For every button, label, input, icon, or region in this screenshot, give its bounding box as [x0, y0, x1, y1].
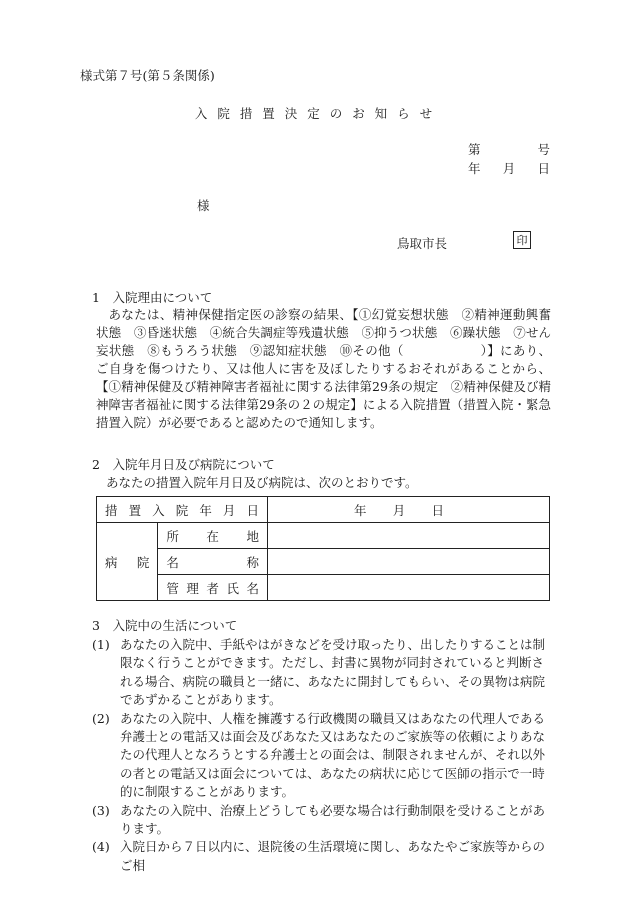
admission-date-label-cell — [97, 497, 268, 523]
item-text: 入院日から７日以内に、退院後の生活環境に関し、あなたやご家族等からのご相 — [120, 839, 546, 873]
hospital-manager-label: 管 理 者 氏 名 — [166, 580, 259, 596]
list-item — [92, 636, 552, 710]
issuer-name: 鳥取市長 — [397, 236, 448, 251]
table-date-day: 日 — [431, 502, 444, 518]
hospital-manager-value — [268, 575, 550, 601]
section2-heading: 2 入院年月日及び病院について — [92, 457, 275, 472]
hospital-address-label: 所 在 地 — [166, 528, 259, 544]
item-number: (3) — [92, 802, 110, 818]
table-date-year: 年 — [354, 502, 367, 518]
date-month-label: 月 — [502, 161, 516, 176]
section2-intro: あなたの措置入院年月日及び病院は、次のとおりです。 — [106, 475, 418, 490]
section3-heading: 3 入院中の生活について — [92, 618, 238, 633]
admission-info-table — [96, 496, 550, 601]
admission-date-value-cell — [268, 497, 550, 523]
section1-body — [96, 306, 551, 432]
hospital-name-label-cell — [158, 549, 268, 575]
hospital-name-value — [268, 549, 550, 575]
list-item — [92, 710, 552, 802]
document-number-line — [468, 140, 550, 158]
admission-date-label: 措 置 入 院 年 月 日 — [105, 502, 259, 518]
hospital-address-value — [268, 523, 550, 549]
list-item — [92, 802, 552, 839]
item-text: あなたの入院中、治療上どうしても必要な場合は行動制限を受けることがあります。 — [120, 802, 546, 837]
date-year-label: 年 — [468, 161, 481, 176]
hospital-label: 病 院 — [105, 554, 150, 570]
list-item — [92, 838, 552, 875]
issue-date-line — [468, 159, 550, 177]
item-number: (2) — [92, 710, 110, 726]
hospital-manager-label-cell — [158, 575, 268, 601]
seal-mark-icon — [513, 231, 531, 249]
document-title: 入 院 措 置 決 定 の お 知 ら せ — [194, 106, 436, 121]
section1-heading: 1 入院理由について — [92, 290, 213, 305]
date-day-label: 日 — [537, 161, 550, 176]
section1-paragraph: あなたは、精神保健指定医の診察の結果、【①幻覚妄想状態 ②精神運動興奮状態 ③昏迷状態 ④統合失調症等残遺状態 ⑤抑うつ状態 ⑥躁状態 ⑦せん妄状態 ⑧もうろう状態 ⑨認知症状態 ⑩その他（ ）】にあり、ご自身を傷つけたり、又は他人に害を及ぼしたりするおそれがあることから、【①精神保健及び精神障害者福祉に関する法律第29条の規定 ②精神保健及び精神障害者福祉に関する法律第29条の２の規定】による入院措置（措置入院・緊急措置入院）が必要であると認めたので通知します。 — [96, 307, 551, 430]
number-label-suffix: 号 — [537, 142, 550, 157]
seal-char: 印 — [516, 234, 528, 247]
table-date-month: 月 — [392, 502, 406, 518]
section3-items — [92, 636, 552, 875]
hospital-label-cell — [97, 523, 158, 601]
hospital-address-label-cell — [158, 523, 268, 549]
addressee-suffix: 様 — [197, 198, 210, 213]
item-text: あなたの入院中、手紙やはがきなどを受け取ったり、出したりすることは制限なく行うことができます。ただし、封書に異物が同封されていると判断される場合、病院の職員と一緒に、あなたに開封してもらい、その異物は病院であずかることがあります。 — [120, 637, 546, 708]
item-text: あなたの入院中、人権を擁護する行政機関の職員又はあなたの代理人である弁護士との電話又は面会及びあなた又はあなたのご家族等の依頼によりあなたの代理人となろうとする弁護士との面会は、制限されませんが、それ以外の者との電話又は面会については、あなたの病状に応じて医師の指示で一時的に制限することがあります。 — [120, 710, 546, 800]
form-number: 様式第７号(第５条関係) — [80, 68, 215, 83]
hospital-name-label: 名 称 — [166, 554, 259, 570]
item-number: (1) — [92, 637, 110, 652]
item-number: (4) — [92, 839, 110, 855]
number-label-prefix: 第 — [468, 142, 481, 157]
